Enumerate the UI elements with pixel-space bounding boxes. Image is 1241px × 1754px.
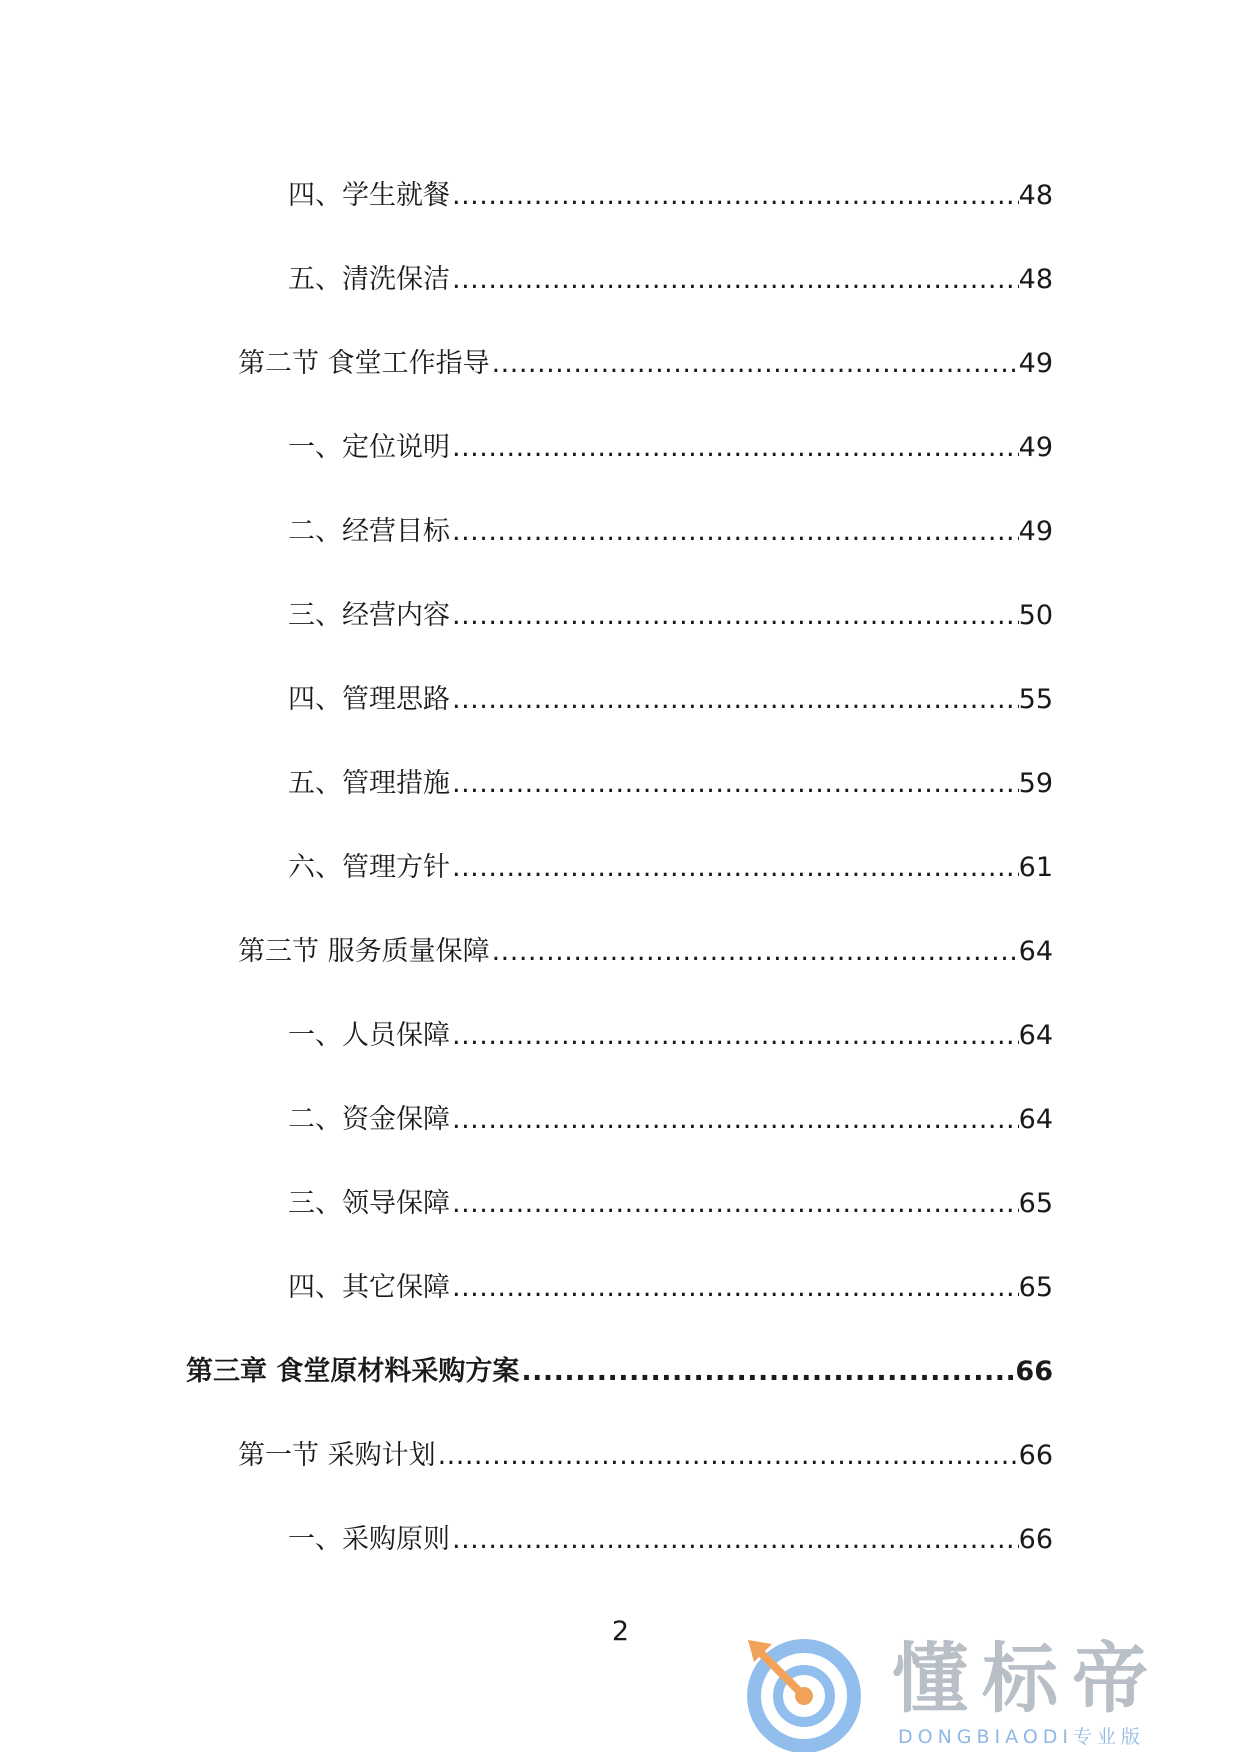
- toc-dot-leader: [450, 1268, 1019, 1308]
- toc-entry-title: 五、清洗保洁: [288, 264, 450, 295]
- toc-entry-page: 49: [1018, 516, 1053, 547]
- toc-entry-page: 49: [1018, 348, 1053, 379]
- toc-entry-title: 四、其它保障: [288, 1272, 450, 1303]
- toc-dot-leader: [450, 596, 1019, 636]
- toc-entry[interactable]: [288, 596, 1053, 636]
- toc-entry-page: 48: [1018, 180, 1053, 211]
- toc-entry-page: 55: [1018, 684, 1053, 715]
- toc-entry-page: 59: [1018, 768, 1053, 799]
- toc-entry[interactable]: [288, 512, 1053, 552]
- toc-entry-page: 49: [1018, 432, 1053, 463]
- toc-entry[interactable]: [288, 260, 1053, 300]
- toc-dot-leader: [490, 344, 1019, 384]
- toc-entry-page: 66: [1018, 1440, 1053, 1471]
- toc-entry-title: 二、经营目标: [288, 516, 450, 547]
- toc-entry-page: 64: [1018, 936, 1053, 967]
- toc-dot-leader: [436, 1436, 1019, 1476]
- watermark-title: 懂标帝: [892, 1634, 1162, 1723]
- toc-dot-leader: [450, 1184, 1019, 1224]
- toc-dot-leader: [450, 848, 1019, 888]
- toc-entry-title: 六、管理方针: [288, 852, 450, 883]
- toc-entry[interactable]: [288, 428, 1053, 468]
- toc-entry[interactable]: [288, 1268, 1053, 1308]
- toc-entry-page: 48: [1018, 264, 1053, 295]
- toc-entry-page: 64: [1018, 1104, 1053, 1135]
- page-number: 2: [611, 1616, 630, 1647]
- toc-entry[interactable]: [238, 1436, 1053, 1476]
- toc-entry-title: 二、资金保障: [288, 1104, 450, 1135]
- toc-entry[interactable]: [288, 1016, 1053, 1056]
- toc-entry-page: 65: [1018, 1272, 1053, 1303]
- target-arrow-logo-icon: [742, 1632, 862, 1752]
- toc-dot-leader: [450, 428, 1019, 468]
- toc-dot-leader: [450, 512, 1019, 552]
- toc-entry-title: 三、领导保障: [288, 1188, 450, 1219]
- toc-dot-leader: [519, 1352, 1015, 1392]
- watermark: [742, 1632, 1212, 1752]
- toc-entry-title: 五、管理措施: [288, 768, 450, 799]
- toc-entry-title: 四、学生就餐: [288, 180, 450, 211]
- toc-entry-chapter[interactable]: [186, 1352, 1053, 1392]
- toc-dot-leader: [450, 176, 1019, 216]
- toc-dot-leader: [450, 1520, 1019, 1560]
- toc-entry[interactable]: [238, 344, 1053, 384]
- toc-dot-leader: [450, 1100, 1019, 1140]
- toc-entry-title: 第二节 食堂工作指导: [238, 348, 490, 379]
- toc-entry-title: 一、采购原则: [288, 1524, 450, 1555]
- toc-entry-title: 三、经营内容: [288, 600, 450, 631]
- toc-entry-page: 64: [1018, 1020, 1053, 1051]
- toc-entry[interactable]: [288, 1520, 1053, 1560]
- toc-entry[interactable]: [288, 1184, 1053, 1224]
- toc-entry-page: 65: [1018, 1188, 1053, 1219]
- toc-entry-page: 50: [1018, 600, 1053, 631]
- toc-entry-title: 第三节 服务质量保障: [238, 936, 490, 967]
- toc-entry-page: 66: [1018, 1524, 1053, 1555]
- toc-entry[interactable]: [288, 848, 1053, 888]
- toc-entry-title: 四、管理思路: [288, 684, 450, 715]
- toc-entry[interactable]: [288, 1100, 1053, 1140]
- toc-dot-leader: [450, 1016, 1019, 1056]
- toc-entry-title: 一、定位说明: [288, 432, 450, 463]
- toc-dot-leader: [450, 764, 1019, 804]
- toc-entry-page: 66: [1015, 1356, 1053, 1387]
- toc-entry-title: 第三章 食堂原材料采购方案: [186, 1356, 520, 1387]
- toc-dot-leader: [450, 680, 1019, 720]
- toc-entry-title: 第一节 采购计划: [238, 1440, 436, 1471]
- toc-dot-leader: [450, 260, 1019, 300]
- toc-dot-leader: [490, 932, 1019, 972]
- toc-entry[interactable]: [288, 176, 1053, 216]
- watermark-subtitle: DONGBIAODI专业版: [898, 1726, 1146, 1748]
- toc-entry[interactable]: [288, 680, 1053, 720]
- toc-entry[interactable]: [238, 932, 1053, 972]
- toc-entry-page: 61: [1018, 852, 1053, 883]
- toc-entry-title: 一、人员保障: [288, 1020, 450, 1051]
- toc-entry[interactable]: [288, 764, 1053, 804]
